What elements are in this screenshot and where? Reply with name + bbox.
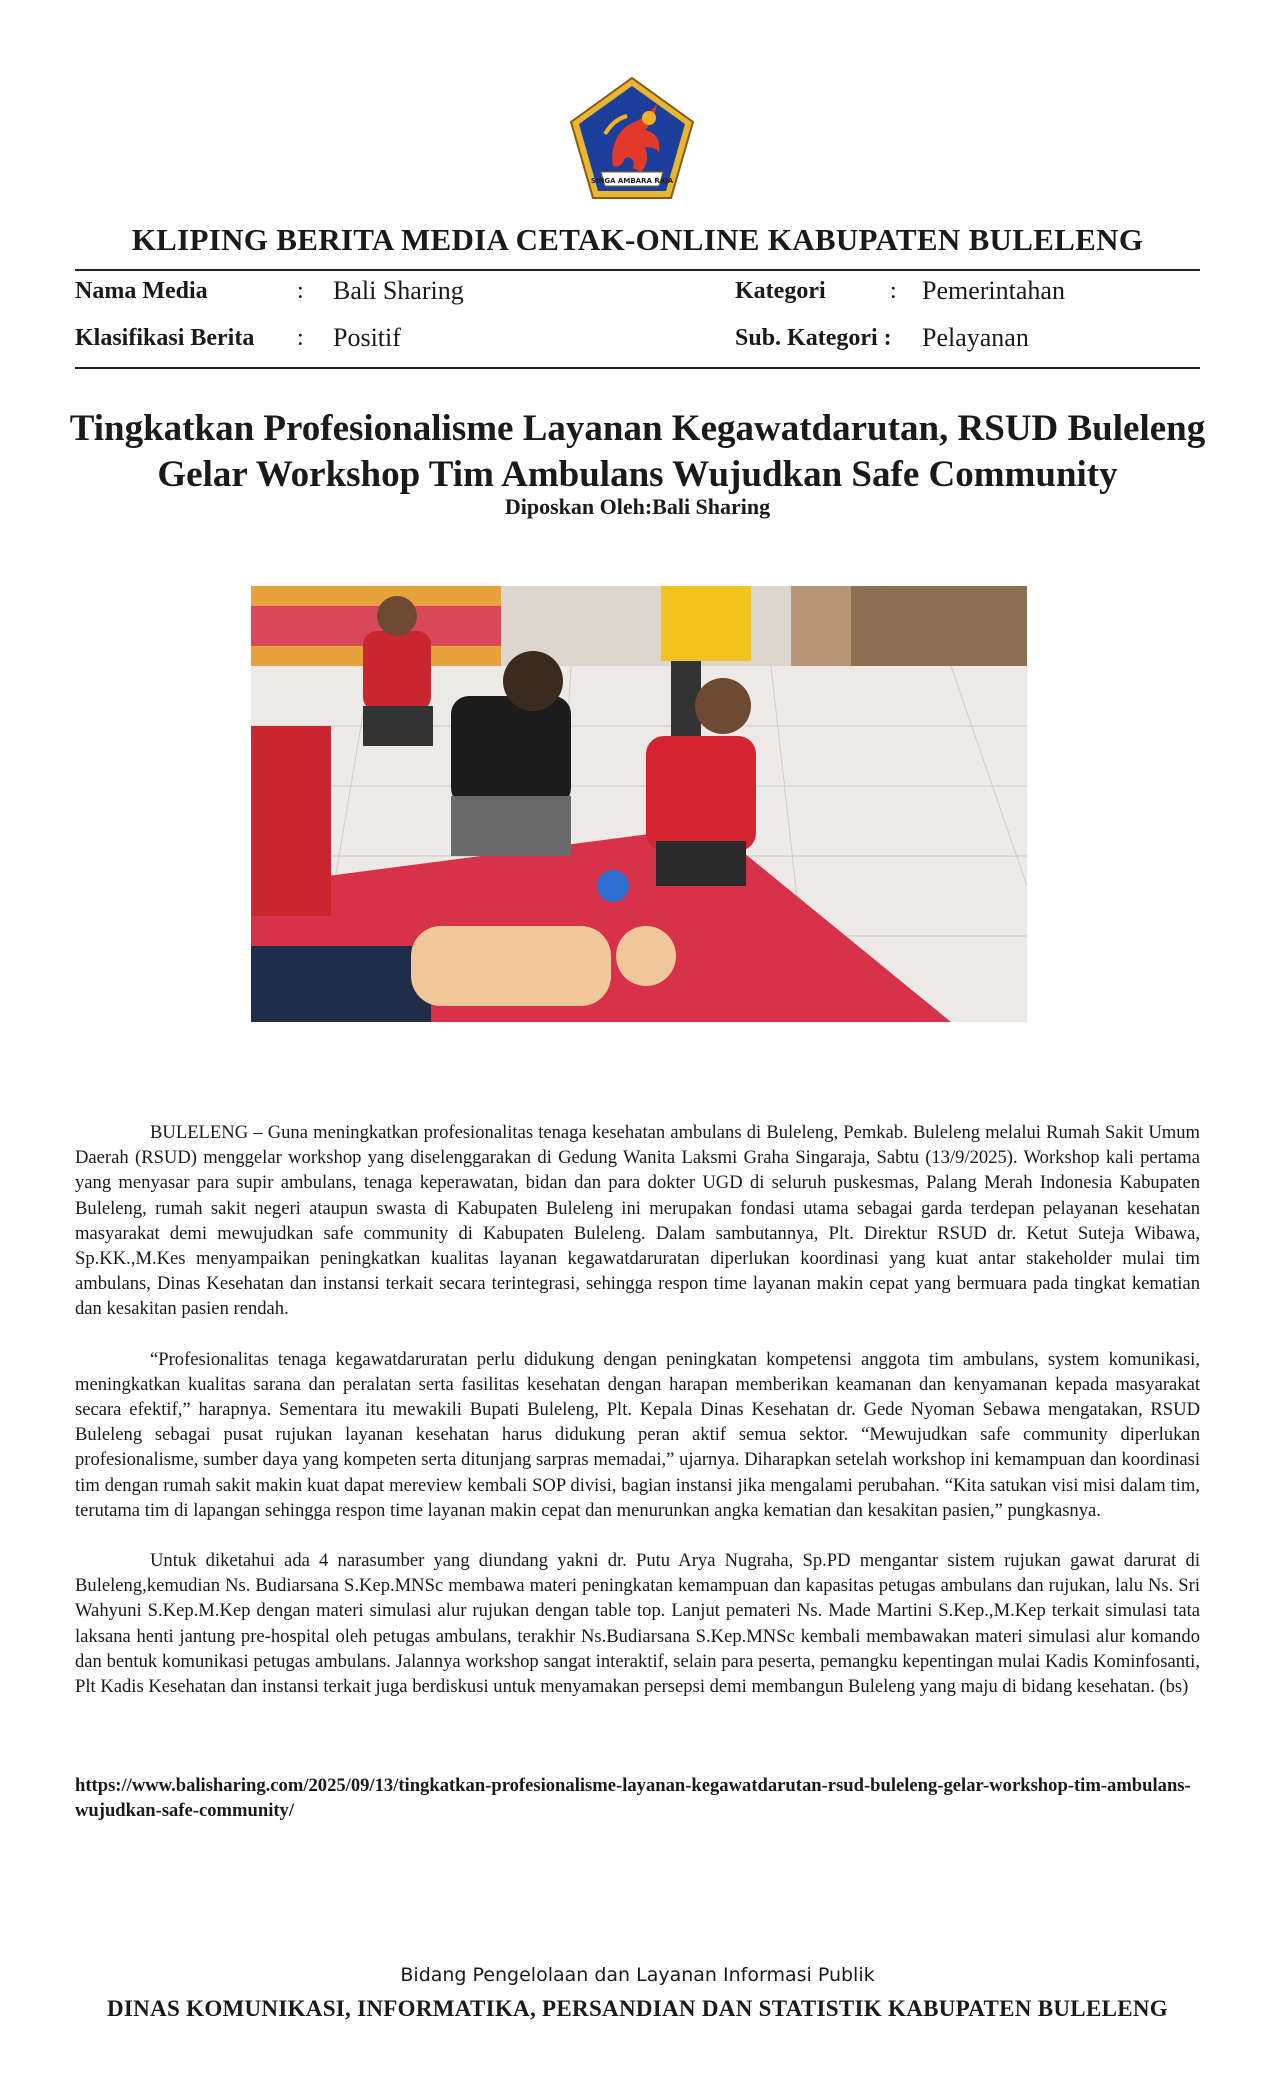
clipping-header-title: KLIPING BERITA MEDIA CETAK-ONLINE KABUPATEN BULELENG	[131, 222, 1144, 257]
kategori-colon: :	[890, 278, 897, 304]
klasifikasi-label: Klasifikasi Berita	[75, 325, 255, 351]
header-rule-top	[75, 269, 1200, 271]
cpr-training-photo	[251, 586, 1027, 1022]
klasifikasi-value: Positif	[333, 323, 401, 352]
subkategori-label: Sub. Kategori :	[735, 325, 892, 351]
media-colon: :	[297, 278, 304, 304]
kategori-value: Pemerintahan	[922, 276, 1065, 305]
article-paragraph: Untuk diketahui ada 4 narasumber yang diundang yakni dr. Putu Arya Nugraha, Sp.PD mengantar sistem rujukan gawat darurat di Buleleng,kemudian Ns. Budiarsana S.Kep.MNSc membawa materi peningkatan kemampuan dan kapasitas petugas ambulans dan rujukan, lalu Ns. Sri Wahyuni S.Kep.M.Kep dengan materi simulasi alur rujukan dengan table top. Lanjut pemateri Ns. Made Martini S.Kep.,M.Kep terkait simulasi tata laksana henti jantung pre-hospital oleh petugas ambulans, terakhir Ns.Budiarsana S.Kep.MNSc kembali membawakan materi simulasi alur komando dan bentuk komunikasi petugas ambulans. Jalannya workshop sangat interaktif, selain para peserta, pemangku kepentingan mulai Kadis Kominfosanti, Plt Kadis Kesehatan dan instansi terkait juga berdiskusi untuk menyamakan persepsi demi membangun Buleleng yang maju di bidang kesehatan. (bs)	[75, 1550, 1200, 1698]
media-label: Nama Media	[75, 278, 208, 304]
crest-motto: SINGA AMBARA RAJA	[590, 177, 674, 185]
media-value: Bali Sharing	[333, 276, 464, 305]
article-paragraph: BULELENG – Guna meningkatkan profesionalitas tenaga kesehatan ambulans di Buleleng, Pemkab. Buleleng melalui Rumah Sakit Umum Daerah (RSUD) menggelar workshop yang diselenggarakan di Gedung Wanita Laksmi Graha Singaraja, Sabtu (13/9/2025). Workshop kali pertama yang menyasar para supir ambulans, tenaga keperawatan, bidan dan para dokter UGD di seluruh puskesmas, Palang Merah Indonesia Kabupaten Buleleng, rumah sakit negeri ataupun swasta di Kabupaten Buleleng ini merupakan fondasi utama sebagai garda terdepan pelayanan kesehatan masyarakat demi mewujudkan safe community di Kabupaten Buleleng. Dalam sambutannya, Plt. Direktur RSUD dr. Ketut Suteja Wibawa, Sp.KK.,M.Kes menyampaikan peningkatkan kualitas layanan kegawatdaruratan diperlukan koordinasi yang kuat antar stakeholder mulai tim ambulans, Dinas Kesehatan dan instansi terkait secara terintegrasi, sehingga respon time layanan makin cepat yang bermuara pada tingkat kematian dan kesakitan pasien rendah.	[75, 1122, 1200, 1320]
crest-icon	[565, 74, 699, 202]
article-paragraph: “Profesionalitas tenaga kegawatdaruratan perlu didukung dengan peningkatan kompetensi anggota tim ambulans, system komunikasi, meningkatkan kualitas sarana dan peralatan serta fasilitas kesehatan dengan harapan memberikan keamanan dan kenyamanan kepada masyarakat secara efektif,” harapnya. Sementara itu mewakili Bupati Buleleng, Plt. Kepala Dinas Kesehatan dr. Gede Nyoman Sebawa mengatakan, RSUD Buleleng sebagai pusat rujukan layanan kesehatan harus didukung peran aktif semua sektor. “Mewujudkan safe community diperlukan profesionalisme, sumber daya yang kompeten serta ditunjang sarpras memadai,” ujarnya. Diharapkan setelah workshop ini kemampuan dan koordinasi tim dengan rumah sakit makin kuat dapat mereview kembali SOP divisi, bagian instansi jika mengalami perubahan. “Kita satukan visi misi dalam tim, terutama tim di lapangan sehingga respon time layanan makin cepat dan menurunkan angka kematian dan kesakitan pasien,” pungkasnya.	[75, 1348, 1200, 1521]
header-rule-bottom	[75, 367, 1200, 369]
footer-subtitle: Bidang Pengelolaan dan Layanan Informasi Publik	[400, 1964, 875, 1986]
article-body	[75, 1120, 1200, 1724]
klasifikasi-colon: :	[297, 325, 304, 351]
article-title-line2: Gelar Workshop Tim Ambulans Wujudkan Safe Community	[157, 454, 1118, 495]
article-photo	[251, 586, 1027, 1022]
footer-agency: DINAS KOMUNIKASI, INFORMATIKA, PERSANDIAN DAN STATISTIK KABUPATEN BULELENG	[107, 1996, 1168, 2021]
subkategori-value: Pelayanan	[922, 323, 1029, 352]
regency-logo	[565, 74, 699, 202]
article-byline: Diposkan Oleh:Bali Sharing	[504, 494, 771, 519]
kategori-label: Kategori	[735, 278, 826, 304]
article-title	[60, 406, 1215, 498]
source-url-link[interactable]: https://www.balisharing.com/2025/09/13/tingkatkan-profesionalisme-layanan-kegawatdarutan-rsud-buleleng-gelar-workshop-tim-ambulans-wujudkan-safe-community/	[75, 1775, 1191, 1821]
article-title-line1: Tingkatkan Profesionalisme Layanan Kegawatdarutan, RSUD Buleleng	[69, 408, 1206, 449]
